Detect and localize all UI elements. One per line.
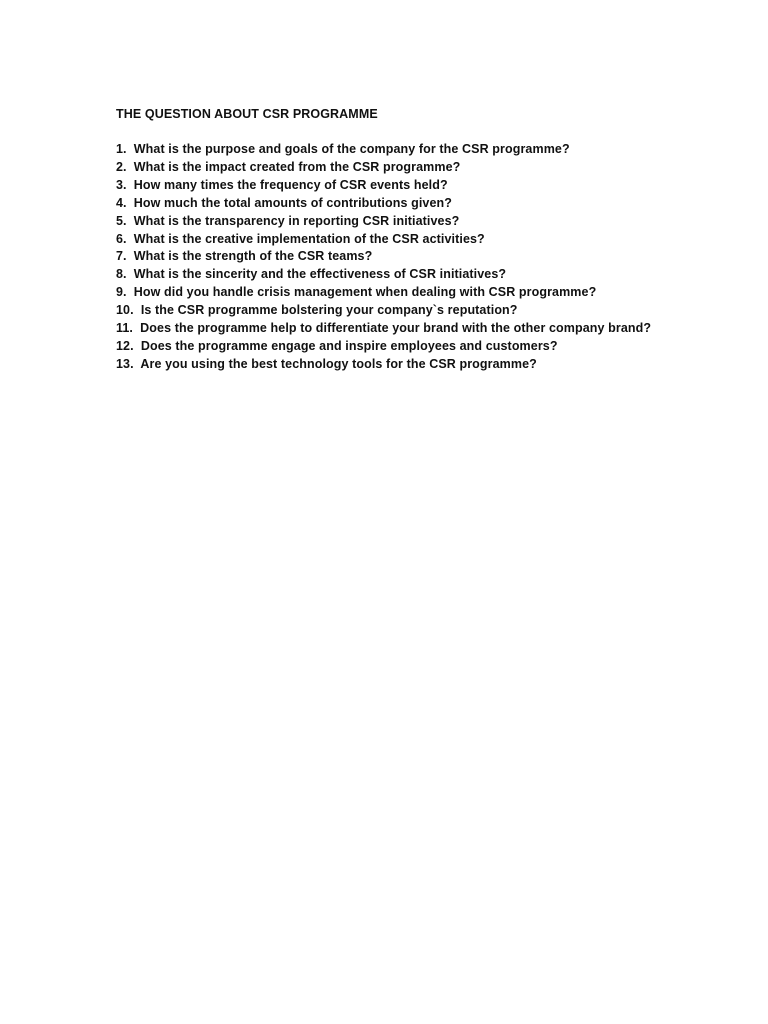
question-item bbox=[116, 356, 656, 374]
question-number: 11. bbox=[116, 321, 133, 336]
question-text: How did you handle crisis management when dealing with CSR programme? bbox=[133, 285, 597, 300]
question-number: 3. bbox=[116, 177, 127, 192]
question-number: 5. bbox=[116, 213, 127, 228]
question-text: What is the transparency in reporting CSR initiatives? bbox=[133, 213, 460, 228]
question-text: Is the CSR programme bolstering your company`s reputation? bbox=[140, 303, 518, 318]
question-number: 7. bbox=[116, 249, 127, 264]
question-item bbox=[116, 338, 656, 356]
question-item bbox=[116, 231, 656, 249]
question-text: How much the total amounts of contributions given? bbox=[133, 195, 452, 210]
question-number: 2. bbox=[116, 159, 127, 174]
question-list bbox=[116, 141, 656, 374]
question-item bbox=[116, 320, 656, 338]
question-text: What is the strength of the CSR teams? bbox=[133, 249, 373, 264]
question-item bbox=[116, 248, 656, 266]
question-number: 6. bbox=[116, 231, 127, 246]
question-item bbox=[116, 177, 656, 195]
question-text: Does the programme help to differentiate your brand with the other company brand? bbox=[140, 321, 652, 336]
question-text: What is the impact created from the CSR programme? bbox=[133, 159, 461, 174]
question-item bbox=[116, 159, 656, 177]
question-text: What is the sincerity and the effectiveness of CSR initiatives? bbox=[133, 267, 507, 282]
question-number: 4. bbox=[116, 195, 127, 210]
question-item bbox=[116, 195, 656, 213]
question-number: 13. bbox=[116, 356, 134, 371]
question-number: 10. bbox=[116, 303, 134, 318]
question-item bbox=[116, 141, 656, 159]
question-item bbox=[116, 302, 656, 320]
question-text: What is the creative implementation of the CSR activities? bbox=[133, 231, 485, 246]
document-content bbox=[116, 106, 656, 374]
question-item bbox=[116, 213, 656, 231]
question-text: Does the programme engage and inspire employees and customers? bbox=[140, 338, 558, 353]
question-text: How many times the frequency of CSR events held? bbox=[133, 177, 448, 192]
question-item bbox=[116, 266, 656, 284]
question-number: 1. bbox=[116, 142, 127, 156]
question-number: 9. bbox=[116, 285, 127, 300]
question-text: Are you using the best technology tools for the CSR programme? bbox=[140, 356, 537, 371]
question-text: What is the purpose and goals of the company for the CSR programme? bbox=[133, 142, 570, 156]
question-number: 12. bbox=[116, 338, 134, 353]
question-number: 8. bbox=[116, 267, 127, 282]
page-title: THE QUESTION ABOUT CSR PROGRAMME bbox=[116, 107, 378, 121]
question-item bbox=[116, 284, 656, 302]
